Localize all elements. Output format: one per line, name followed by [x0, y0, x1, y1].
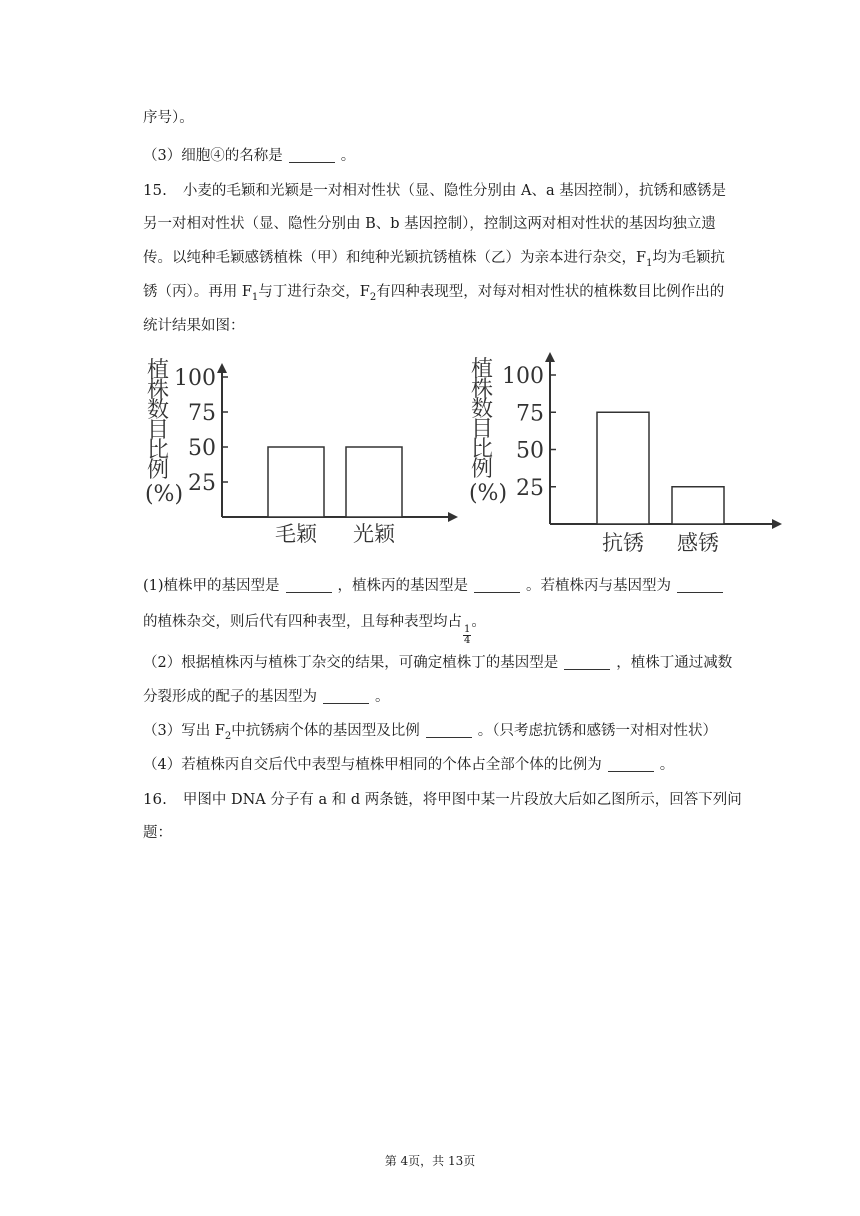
answer-blank[interactable] [286, 578, 332, 593]
text-fragment: 与丁进行杂交，F [258, 284, 370, 300]
text-fragment: 甲图中 DNA 分子有 a 和 d 两条链，将甲图中某一片段放大后如乙图所示，回答下列问 [182, 792, 742, 808]
y-axis-label-char: 比 [470, 437, 494, 462]
question-line [143, 146, 355, 166]
x-category-label: 毛颖 [275, 522, 317, 546]
question-15-line-4 [143, 282, 724, 308]
question-15-line-2 [143, 214, 716, 234]
answer-blank[interactable] [323, 689, 369, 704]
x-axis-arrow [772, 519, 782, 529]
text-fragment: （4）若植株丙自交后代中表型与植株甲相同的个体占全部个体的比例为 [143, 757, 602, 773]
y-tick-label: 25 [188, 471, 216, 496]
y-tick-label: 75 [516, 401, 544, 427]
question-16-line-1 [143, 789, 742, 810]
text-fragment: 锈（丙）。再用 F [143, 284, 252, 300]
x-category-label: 抗锈 [602, 531, 644, 555]
y-axis-arrow [217, 363, 227, 373]
sub-question-3 [143, 721, 717, 747]
bar-chart-2-svg [464, 352, 794, 557]
question-number: 16. [143, 790, 167, 808]
question-15-line-3 [143, 248, 725, 274]
text-fragment: 。（只考虑抗锈和感锈一对相对性状） [477, 723, 718, 739]
bar [268, 447, 324, 517]
sub-question-4 [143, 755, 674, 775]
text-fragment: 序号）。 [143, 110, 194, 126]
question-number: 15. [143, 181, 167, 199]
y-axis-label-unit: (%) [144, 482, 184, 507]
y-axis-label-char: 目 [470, 417, 494, 442]
x-category-label: 光颖 [353, 522, 395, 546]
y-axis-label-char: 株 [470, 377, 494, 402]
x-category-label: 感锈 [677, 531, 719, 555]
text-fragment: 分裂形成的配子的基因型为 [143, 689, 317, 705]
y-tick-label: 25 [516, 475, 544, 501]
y-axis-label-char: 植 [146, 358, 170, 383]
answer-blank[interactable] [677, 578, 723, 593]
bar [346, 447, 402, 517]
y-tick-label: 100 [174, 366, 216, 391]
y-axis-label-unit: (%) [468, 481, 508, 506]
subscript: 2 [224, 730, 232, 742]
bar [672, 487, 724, 524]
text-fragment: （3）细胞④的名称是 [143, 148, 283, 164]
y-axis-label-char: 数 [146, 398, 170, 423]
y-axis-label-char: 比 [146, 438, 170, 463]
bar-chart-1 [140, 355, 470, 555]
y-axis-label-char: 例 [470, 457, 494, 482]
text-fragment: 均为毛颖抗 [652, 250, 725, 266]
text-fragment: 小麦的毛颖和光颖是一对相对性状（显、隐性分别由 A、a 基因控制），抗锈和感锈是 [182, 183, 726, 199]
text-fragment: 另一对相对性状（显、隐性分别由 B、b 基因控制），控制这两对相对性状的基因均独立遗 [143, 216, 716, 232]
text-fragment: ，植株丁通过减数 [616, 655, 733, 671]
y-axis-label-char: 数 [470, 397, 494, 422]
text-fragment: （3）写出 F [143, 723, 225, 739]
text-fragment: ，植株丙的基因型是 [337, 578, 469, 594]
text-fragment: 。 [375, 689, 390, 705]
text-fragment: 。 [659, 757, 675, 773]
answer-blank[interactable] [564, 655, 610, 670]
y-axis-label-char: 目 [146, 418, 170, 443]
bar-chart-1-svg [140, 355, 470, 555]
x-axis-arrow [448, 512, 458, 522]
answer-blank[interactable] [608, 757, 654, 772]
text-fragment: (1)植株甲的基因型是 [143, 578, 280, 594]
bar-chart-2 [464, 352, 794, 557]
question-15-line-1 [143, 180, 726, 201]
text-fragment: 中抗锈病个体的基因型及比例 [231, 723, 420, 739]
subscript: 1 [646, 257, 653, 269]
sub-question-1 [143, 576, 729, 596]
text-fragment: 有四种表现型，对每对相对性状的植株数目比例作出的 [376, 284, 725, 300]
question-15-line-5 [143, 316, 245, 336]
text-fragment: 。若植株丙与基因型为 [526, 578, 672, 594]
y-tick-label: 50 [188, 436, 216, 461]
bar [597, 412, 649, 524]
y-axis-label-char: 植 [470, 357, 494, 382]
text-fragment: （2）根据植株丙与植株丁杂交的结果，可确定植株丁的基因型是 [143, 655, 559, 671]
y-tick-label: 50 [516, 438, 544, 464]
text-fragment: 统计结果如图： [143, 318, 245, 334]
text-fragment: 传。以纯种毛颖感锈植株（甲）和纯种光颖抗锈植株（乙）为亲本进行杂交，F [143, 250, 647, 266]
fraction-denominator: 4 [464, 635, 471, 646]
fraction-numerator: 1 [464, 624, 471, 635]
y-axis-arrow [545, 352, 555, 362]
y-tick-label: 100 [502, 364, 544, 389]
text-fragment: 的植株杂交，则后代有四种表型，且每种表型均占 [143, 614, 462, 630]
text-fragment: 题： [143, 825, 172, 841]
y-axis-label-char: 株 [146, 378, 170, 403]
y-tick-label: 75 [188, 401, 216, 426]
page-footer: 第 4页，共 13页 [384, 1154, 476, 1168]
y-axis-label-char: 例 [146, 458, 170, 483]
text-line [143, 108, 194, 128]
text-fragment: 。 [340, 148, 356, 164]
answer-blank[interactable] [426, 723, 472, 738]
question-16-line-2 [143, 823, 172, 843]
sub-question-2-cont [143, 687, 390, 707]
subscript: 2 [369, 291, 377, 303]
text-fragment: 。 [471, 614, 486, 630]
sub-question-2 [143, 653, 732, 673]
answer-blank[interactable] [289, 148, 335, 163]
answer-blank[interactable] [474, 578, 520, 593]
sub-question-1-cont [143, 612, 486, 646]
subscript: 1 [251, 291, 259, 303]
